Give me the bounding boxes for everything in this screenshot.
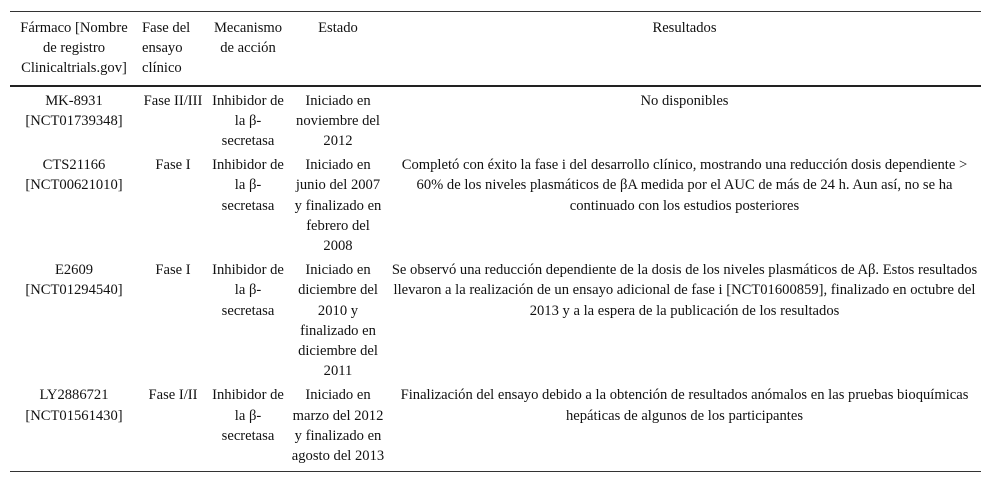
header-fase: Fase del ensayo clínico <box>142 20 191 77</box>
cell-fase: Fase I <box>155 262 191 279</box>
cell-farmaco: CTS21166 [NCT00621010] <box>25 157 123 194</box>
cell-mecanismo: Inhibidor de la β-secretasa <box>212 157 284 214</box>
cell-estado: Iniciado en noviembre del 2012 <box>296 92 380 150</box>
header-resultados: Resultados <box>652 20 717 36</box>
cell-estado: Iniciado en junio del 2007 y finalizado en febrero del 2008 <box>294 157 382 255</box>
cell-farmaco: MK-8931 [NCT01739348] <box>25 92 123 129</box>
cell-fase: Fase I/II <box>148 387 198 404</box>
clinical-trials-table <box>10 11 981 472</box>
table-body <box>10 86 981 472</box>
cell-resultados: Finalización del ensayo debido a la obtención de resultados anómalos en las pruebas bioquímicas hepáticas de algunos de los participantes <box>400 387 969 424</box>
cell-mecanismo: Inhibidor de la β-secretasa <box>212 262 284 319</box>
table-row <box>10 383 981 471</box>
table-row <box>10 153 981 258</box>
cell-resultados: Se observó una reducción dependiente de la dosis de los niveles plasmáticos de Aβ. Estos resultados llevaron a la realización de un ensayo adicional de fase i [NCT01600859], finalizado en octubre del 2013 y a la espera de la publicación de los resultados <box>391 262 978 319</box>
cell-farmaco: E2609 [NCT01294540] <box>25 262 123 299</box>
header-mecanismo: Mecanismo de acción <box>213 20 283 57</box>
table-row <box>10 258 981 383</box>
cell-farmaco: LY2886721 [NCT01561430] <box>25 387 123 424</box>
cell-estado: Iniciado en marzo del 2012 y finalizado en agosto del 2013 <box>291 387 385 465</box>
cell-mecanismo: Inhibidor de la β-secretasa <box>212 92 284 150</box>
header-row <box>10 12 981 86</box>
cell-mecanismo: Inhibidor de la β-secretasa <box>212 387 284 444</box>
cell-fase: Fase I <box>155 157 191 174</box>
clinical-trials-table-container <box>10 11 981 472</box>
header-farmaco: Fármaco [Nombre de registro Clinicaltrials.gov] <box>20 20 128 77</box>
cell-resultados: No disponibles <box>640 92 729 109</box>
cell-fase: Fase II/III <box>143 92 203 109</box>
table-header <box>10 12 981 86</box>
cell-resultados: Completó con éxito la fase i del desarrollo clínico, mostrando una reducción dosis dependiente > 60% de los niveles plasmáticos de βA medida por el AUC de más de 24 h. Aun así, no se ha continuado con los estudios posteriores <box>401 157 968 214</box>
header-estado: Estado <box>318 20 358 36</box>
cell-estado: Iniciado en diciembre del 2010 y finalizado en diciembre del 2011 <box>298 262 378 380</box>
table-row <box>10 86 981 154</box>
